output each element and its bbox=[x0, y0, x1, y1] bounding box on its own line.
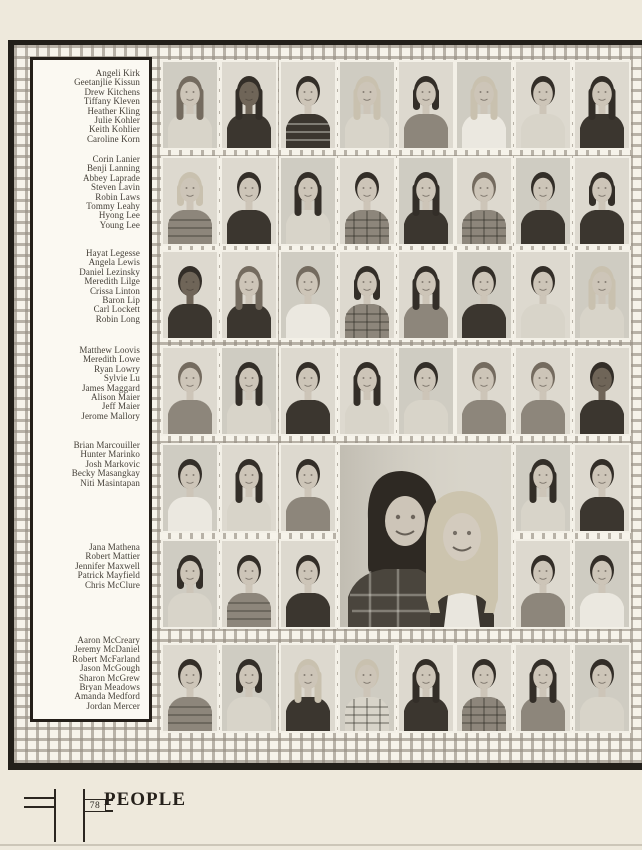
portrait-photo bbox=[575, 62, 629, 148]
student-name: Robert McFarland bbox=[72, 653, 140, 664]
student-name: Geetanjlie Kissun bbox=[74, 77, 140, 88]
portrait-photo bbox=[575, 158, 629, 244]
portrait-photo bbox=[163, 541, 217, 627]
student-name: Angela Lewis bbox=[88, 257, 140, 268]
portrait-photo bbox=[222, 62, 276, 148]
portrait-photo bbox=[222, 645, 276, 731]
student-name: Benji Lanning bbox=[86, 163, 140, 174]
student-name: Steven Lavin bbox=[91, 182, 140, 193]
page-footer bbox=[0, 780, 642, 850]
student-name: Tommy Leahy bbox=[86, 201, 140, 212]
portrait-photo bbox=[399, 645, 453, 731]
portrait-photo bbox=[516, 541, 570, 627]
student-name: Jeff Maier bbox=[101, 401, 140, 412]
portrait-photo bbox=[340, 645, 394, 731]
portrait-photo bbox=[399, 158, 453, 244]
portrait-photo bbox=[281, 645, 335, 731]
page-number: 78 bbox=[89, 800, 101, 811]
page-number-box bbox=[84, 799, 106, 812]
portrait-photo bbox=[457, 158, 511, 244]
portrait-photo bbox=[163, 252, 217, 338]
crop-mark-hline-top bbox=[24, 797, 54, 799]
student-name: Josh Markovic bbox=[85, 458, 140, 469]
portrait-photo bbox=[516, 348, 570, 434]
portrait-photo bbox=[575, 445, 629, 531]
portrait-photo bbox=[163, 158, 217, 244]
student-name: Matthew Loovis bbox=[79, 345, 140, 355]
student-name: Angeli Kirk bbox=[95, 68, 140, 78]
student-name: Amanda Medford bbox=[74, 691, 140, 702]
portrait-photo bbox=[575, 645, 629, 731]
portrait-photo bbox=[516, 445, 570, 531]
name-group bbox=[33, 69, 149, 144]
portrait-photo bbox=[457, 252, 511, 338]
student-name: Julie Kohler bbox=[94, 115, 140, 126]
portrait-photo bbox=[163, 445, 217, 531]
portrait-photo bbox=[281, 62, 335, 148]
student-name: Hunter Marinko bbox=[80, 449, 140, 460]
page-edge-shadow bbox=[0, 844, 642, 846]
portrait-photo bbox=[457, 645, 511, 731]
crop-mark-hline-bottom bbox=[24, 806, 54, 808]
portrait-photo bbox=[457, 348, 511, 434]
student-name: Robin Long bbox=[95, 313, 140, 324]
portrait-photo bbox=[340, 158, 394, 244]
portrait-photo bbox=[222, 445, 276, 531]
student-name: Becky Masangkay bbox=[71, 468, 140, 479]
student-name: Heather Kling bbox=[87, 105, 140, 116]
portrait-photo bbox=[575, 541, 629, 627]
student-name: Meredith Lowe bbox=[82, 354, 140, 365]
student-name: Aaron McCreary bbox=[77, 635, 140, 645]
portrait-photo bbox=[281, 348, 335, 434]
portrait-photo bbox=[340, 252, 394, 338]
student-name: Hyong Lee bbox=[98, 210, 140, 221]
portrait-photo bbox=[281, 445, 335, 531]
student-name: Patrick Mayfield bbox=[77, 570, 140, 581]
student-name: Caroline Korn bbox=[86, 133, 140, 144]
student-name: Alison Maier bbox=[91, 392, 140, 403]
portrait-photo bbox=[516, 62, 570, 148]
student-name: Sylvie Lu bbox=[103, 373, 140, 384]
student-name: Robin Laws bbox=[95, 191, 140, 202]
student-name: Jana Mathena bbox=[89, 542, 140, 552]
student-name: Carl Lockett bbox=[93, 304, 140, 315]
crop-mark-vline-right bbox=[83, 789, 85, 842]
student-name: Abbey Laprade bbox=[82, 172, 140, 183]
portrait-photo bbox=[516, 252, 570, 338]
student-name: Baron Lip bbox=[102, 295, 140, 306]
student-name: Keith Kohlier bbox=[88, 124, 140, 135]
student-name: Hayat Legesse bbox=[85, 248, 140, 258]
portrait-photo bbox=[575, 348, 629, 434]
portrait-photo bbox=[281, 541, 335, 627]
section-title: PEOPLE bbox=[104, 789, 187, 810]
portrait-photo bbox=[281, 252, 335, 338]
student-name: Brian Marcouiller bbox=[73, 440, 140, 450]
portrait-photo bbox=[281, 158, 335, 244]
student-name: Corin Lanier bbox=[92, 154, 140, 164]
student-name: Jeremy McDaniel bbox=[74, 644, 140, 655]
student-name: Niti Masintapan bbox=[80, 477, 140, 488]
crop-mark-vline-left bbox=[54, 789, 56, 842]
portrait-photo bbox=[222, 158, 276, 244]
portrait-photo bbox=[222, 252, 276, 338]
student-name: Chris McClure bbox=[84, 579, 140, 590]
portrait-photo bbox=[399, 252, 453, 338]
student-name: Jerome Mallory bbox=[81, 410, 140, 421]
name-group bbox=[33, 441, 149, 488]
portrait-photo bbox=[457, 62, 511, 148]
student-name: Daniel Lezinsky bbox=[79, 266, 140, 277]
name-group bbox=[33, 249, 149, 324]
portrait-photo bbox=[163, 348, 217, 434]
student-name: Tiffany Kleven bbox=[83, 96, 140, 107]
portrait-photo bbox=[222, 348, 276, 434]
student-name: Ryan Lowry bbox=[94, 363, 140, 374]
name-group bbox=[33, 543, 149, 590]
portrait-photo bbox=[340, 348, 394, 434]
portrait-photo bbox=[399, 348, 453, 434]
names-panel bbox=[30, 57, 152, 722]
large-feature-photo bbox=[340, 445, 511, 627]
portrait-photo bbox=[340, 62, 394, 148]
portrait-photo bbox=[516, 645, 570, 731]
portrait-photo bbox=[163, 62, 217, 148]
student-name: Jordan Mercer bbox=[86, 700, 140, 711]
student-name: Crissa Linton bbox=[89, 285, 140, 296]
portrait-photo bbox=[399, 62, 453, 148]
portrait-photo bbox=[163, 645, 217, 731]
portrait-photo bbox=[222, 541, 276, 627]
student-name: Robert Mattier bbox=[85, 551, 140, 562]
portrait-photo bbox=[516, 158, 570, 244]
student-name: Jason McGough bbox=[79, 663, 140, 674]
name-group bbox=[33, 346, 149, 421]
student-name: Drew Kitchens bbox=[84, 86, 140, 97]
name-group bbox=[33, 636, 149, 711]
student-name: Jennifer Maxwell bbox=[75, 560, 140, 571]
student-name: Meredith Lilge bbox=[84, 276, 140, 287]
student-name: Sharon McGrew bbox=[78, 672, 140, 683]
student-name: Bryan Meadows bbox=[79, 682, 140, 693]
portrait-photo bbox=[575, 252, 629, 338]
student-name: James Maggard bbox=[81, 382, 140, 393]
name-group bbox=[33, 155, 149, 230]
student-name: Young Lee bbox=[99, 219, 140, 230]
